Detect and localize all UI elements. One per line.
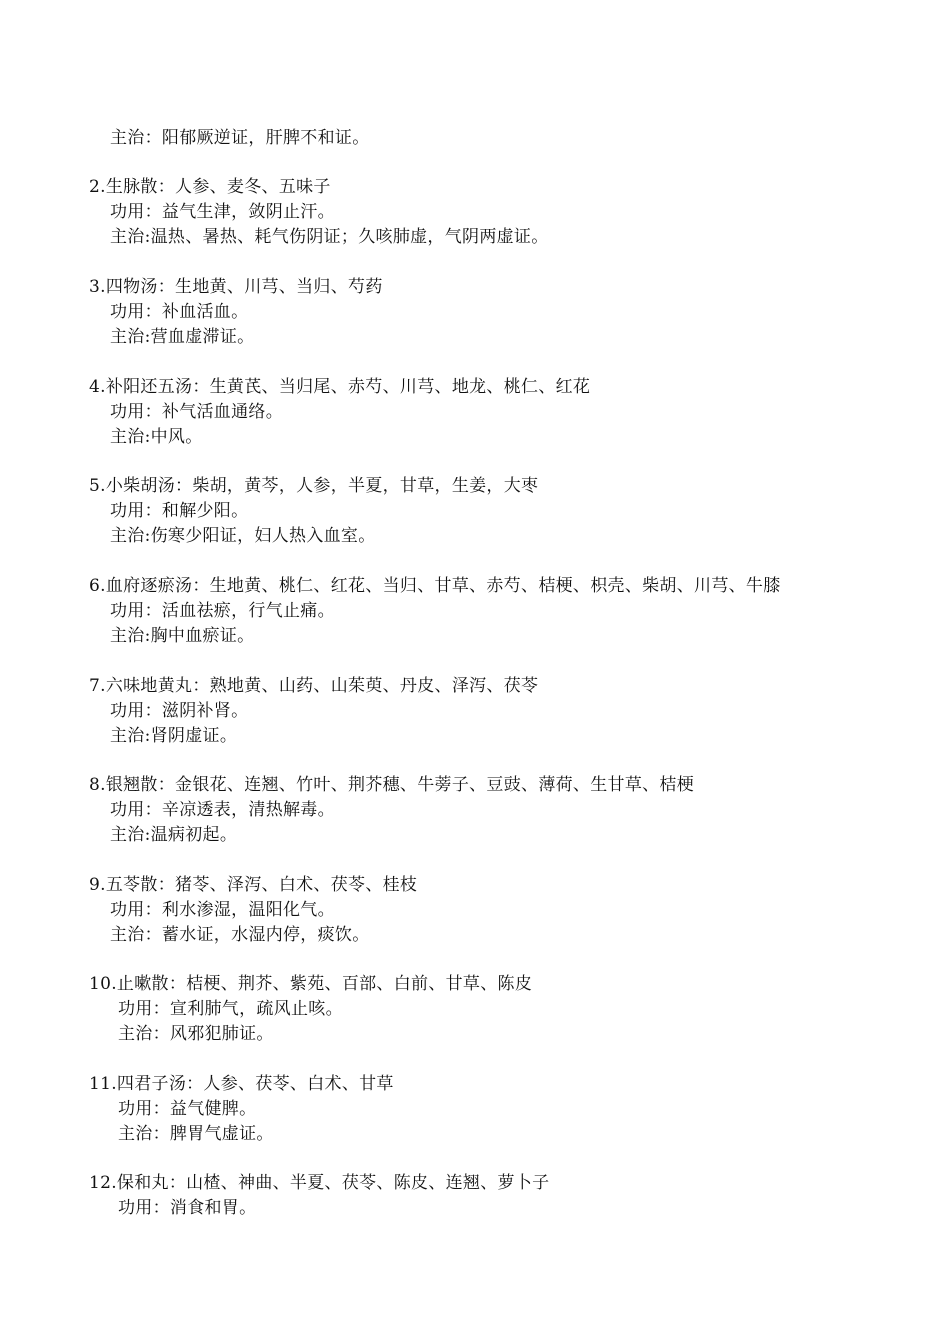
entry-gongyong: 功用：消食和胃。: [118, 1198, 257, 1218]
entry-gongyong: 功用：和解少阳。: [110, 501, 249, 521]
entry-title: 8.银翘散：金银花、连翘、竹叶、荆芥穗、牛蒡子、豆豉、薄荷、生甘草、桔梗: [89, 775, 695, 795]
entry-gongyong: 功用：宣利肺气，疏风止咳。: [118, 999, 343, 1019]
entry-zhuzhi: 主治:肾阴虚证。: [110, 726, 238, 746]
entry-title: 2.生脉散：人参、麦冬、五味子: [89, 177, 331, 197]
entry-gongyong: 功用：利水渗湿，温阳化气。: [110, 900, 335, 920]
entry-title: 3.四物汤：生地黄、川芎、当归、芍药: [89, 277, 383, 297]
entry-gongyong: 功用：补气活血通络。: [110, 402, 283, 422]
entry-gongyong: 功用：辛凉透表，清热解毒。: [110, 800, 335, 820]
lead-zhuzhi-line: 主治：阳郁厥逆证，肝脾不和证。: [110, 128, 370, 148]
entry-zhuzhi: 主治:温病初起。: [110, 825, 238, 845]
entry-title: 12.保和丸：山楂、神曲、半夏、茯苓、陈皮、连翘、萝卜子: [89, 1173, 550, 1193]
entry-zhuzhi: 主治:伤寒少阳证，妇人热入血室。: [110, 526, 376, 546]
entry-title: 4.补阳还五汤：生黄芪、当归尾、赤芍、川芎、地龙、桃仁、红花: [89, 377, 591, 397]
entry-title: 9.五苓散：猪苓、泽泻、白术、茯苓、桂枝: [89, 875, 418, 895]
entry-gongyong: 功用：补血活血。: [110, 302, 249, 322]
entry-title: 5.小柴胡汤：柴胡，黄芩，人参，半夏，甘草，生姜，大枣: [89, 476, 539, 496]
entry-title: 6.血府逐瘀汤：生地黄、桃仁、红花、当归、甘草、赤芍、桔梗、枳壳、柴胡、川芎、牛膝: [89, 576, 781, 596]
entry-gongyong: 功用：滋阴补肾。: [110, 701, 249, 721]
entry-zhuzhi: 主治:温热、暑热、耗气伤阴证；久咳肺虚，气阴两虚证。: [110, 227, 549, 247]
entry-title: 10.止嗽散：桔梗、荆芥、紫苑、百部、白前、甘草、陈皮: [89, 974, 533, 994]
entry-title: 11.四君子汤：人参、茯苓、白术、甘草: [89, 1074, 394, 1094]
entry-zhuzhi: 主治:胸中血瘀证。: [110, 626, 255, 646]
entry-zhuzhi: 主治：蓄水证，水湿内停，痰饮。: [110, 925, 370, 945]
entry-gongyong: 功用：活血祛瘀，行气止痛。: [110, 601, 335, 621]
entry-zhuzhi: 主治:中风。: [110, 427, 203, 447]
entry-zhuzhi: 主治:营血虚滞证。: [110, 327, 255, 347]
entry-gongyong: 功用：益气生津，敛阴止汗。: [110, 202, 335, 222]
entry-gongyong: 功用：益气健脾。: [118, 1099, 257, 1119]
entry-zhuzhi: 主治：风邪犯肺证。: [118, 1024, 274, 1044]
entry-title: 7.六味地黄丸：熟地黄、山药、山茱萸、丹皮、泽泻、茯苓: [89, 676, 539, 696]
entry-zhuzhi: 主治：脾胃气虚证。: [118, 1124, 274, 1144]
